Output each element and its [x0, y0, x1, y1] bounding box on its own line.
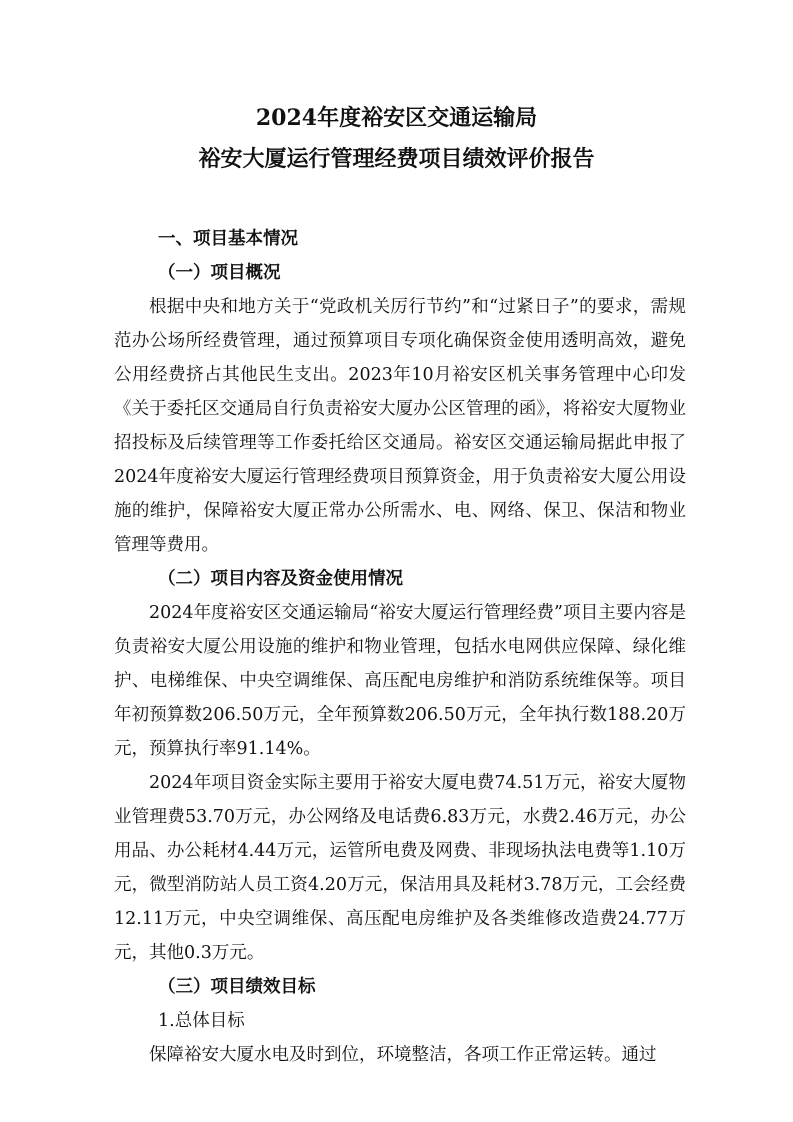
paragraph-fund-usage: 2024年项目资金实际主要用于裕安大厦电费74.51万元，裕安大厦物业管理费53.70万元，办公网络及电话费6.83万元，水费2.46万元，办公用品、办公耗材4.44万元，运管所电费及网费、非现场执法电费等1.10万元，微型消防站人员工资4.20万元，保洁用具及耗材3.78万元，工会经费12.11万元，中央空调维保、高压配电房维护及各类维修改造费24.77万元，其他0.3万元。 — [114, 773, 686, 963]
subsection-heading-overview: （一）项目概况 — [158, 263, 281, 283]
paragraph-content: 2024年度裕安区交通运输局“裕安大厦运行管理经费”项目主要内容是负责裕安大厦公用设施的维护和物业管理，包括水电网供应保障、绿化维护、电梯维保、中央空调维保、高压配电房维护和消防系统维保等。项目年初预算数206.50万元，全年预算数206.50万元，全年执行数188.20万元，预算执行率91.14%。 — [114, 603, 686, 759]
report-title-line-1: 2024年度裕安区交通运输局 — [255, 105, 538, 131]
report-title-line-2: 裕安大厦运行管理经费项目绩效评价报告 — [198, 146, 595, 172]
subsection-heading-content-funds: （二）项目内容及资金使用情况 — [158, 569, 403, 589]
item-heading-overall-goal: 1.总体目标 — [158, 1011, 245, 1031]
subsection-heading-performance-goals: （三）项目绩效目标 — [158, 977, 316, 997]
section-heading-basic-info: 一、项目基本情况 — [158, 229, 298, 249]
paragraph-overall-goal: 保障裕安大厦水电及时到位，环境整洁，各项工作正常运转。通过 — [149, 1045, 657, 1065]
paragraph-overview: 根据中央和地方关于“党政机关厉行节约”和“过紧日子”的要求，需规范办公场所经费管理，通过预算项目专项化确保资金使用透明高效，避免公用经费挤占其他民生支出。2023年10月裕安区机关事务管理中心印发《关于委托区交通局自行负责裕安大厦办公区管理的函》，将裕安大厦物业招投标及后续管理等工作委托给区交通局。裕安区交通运输局据此申报了2024年度裕安大厦运行管理经费项目预算资金，用于负责裕安大厦公用设施的维护，保障裕安大厦正常办公所需水、电、网络、保卫、保洁和物业管理等费用。 — [114, 297, 686, 555]
report-body — [114, 222, 686, 1072]
